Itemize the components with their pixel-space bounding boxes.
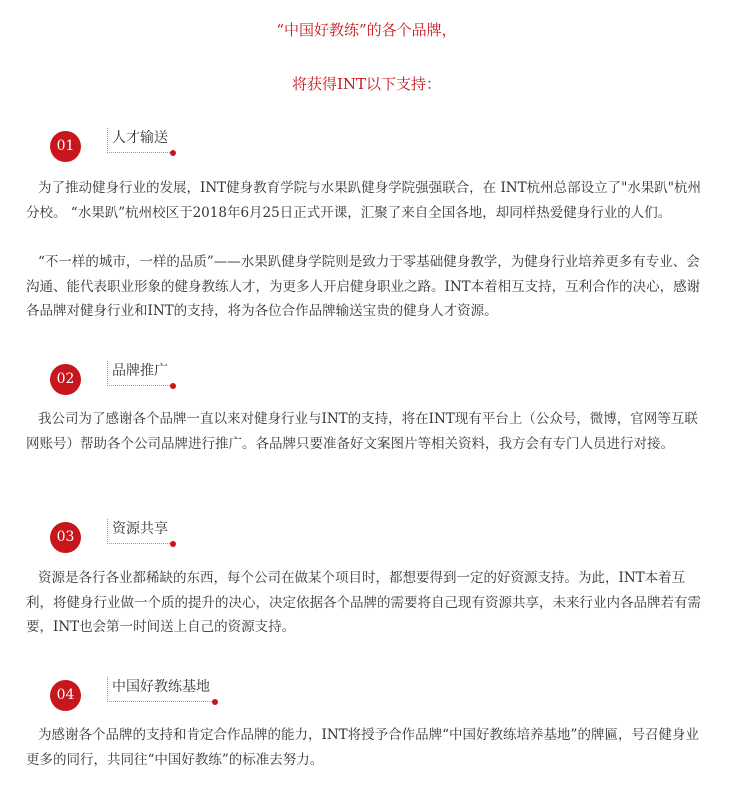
intro-heading-line1: “中国好教练”的各个品牌，	[276, 21, 457, 39]
title-dot-marker	[170, 541, 176, 547]
section-number-badge: 02	[50, 364, 81, 395]
section-paragraph: “不一样的城市，一样的品质”——水果趴健身学院则是致力于零基础健身教学，为健身行业培养更多有专业、会沟通、能代表职业形象的健身教练人才，为更多人开启健身职业之路。INT本着相互支持，互利合作的决心，感谢各品牌对健身行业和INT的支持，将为各位合作品牌输送宝贵的健身人才资源。	[26, 254, 701, 319]
section-title: 品牌推广	[112, 363, 168, 379]
section-title-frame	[107, 361, 172, 386]
section-number-badge: 03	[50, 522, 81, 553]
section-paragraph: 为感谢各个品牌的支持和肯定合作品牌的能力，INT将授予合作品牌“中国好教练培养基地”的牌匾，号召健身业更多的同行，共同往“中国好教练”的标准去努力。	[26, 727, 699, 768]
section-paragraph: 我公司为了感谢各个品牌一直以来对健身行业与INT的支持，将在INT现有平台上（公众号，微博，官网等互联网账号）帮助各个公司品牌进行推广。各品牌只要准备好文案图片等相关资料，我方会有专门人员进行对接。	[26, 411, 698, 452]
section-title-frame	[107, 128, 172, 153]
title-dot-marker	[170, 383, 176, 389]
section-number-badge: 01	[50, 131, 81, 162]
title-dot-marker	[212, 699, 218, 705]
section-paragraph: 资源是各行各业都稀缺的东西，每个公司在做某个项目时，都想要得到一定的好资源支持。为此，INT本着互利，将健身行业做一个质的提升的决心，决定依据各个品牌的需要将自己现有资源共享，未来行业内各品牌若有需要，INT也会第一时间送上自己的资源支持。	[26, 570, 701, 635]
section-title: 中国好教练基地	[112, 679, 210, 695]
title-dot-marker	[170, 150, 176, 156]
section-number-badge: 04	[50, 680, 81, 711]
section-paragraph: 为了推动健身行业的发展，INT健身教育学院与水果趴健身学院强强联合，在 INT杭州总部设立了"水果趴"杭州分校。 “水果趴”杭州校区于2018年6月25日正式开课，汇聚了来自全国各地，却同样热爱健身行业的人们。	[26, 180, 702, 221]
intro-heading-line2: 将获得INT以下支持：	[291, 75, 442, 93]
section-title-frame	[107, 519, 172, 544]
section-title: 人才输送	[112, 130, 168, 146]
section-title: 资源共享	[112, 521, 168, 537]
section-title-frame	[107, 677, 214, 702]
